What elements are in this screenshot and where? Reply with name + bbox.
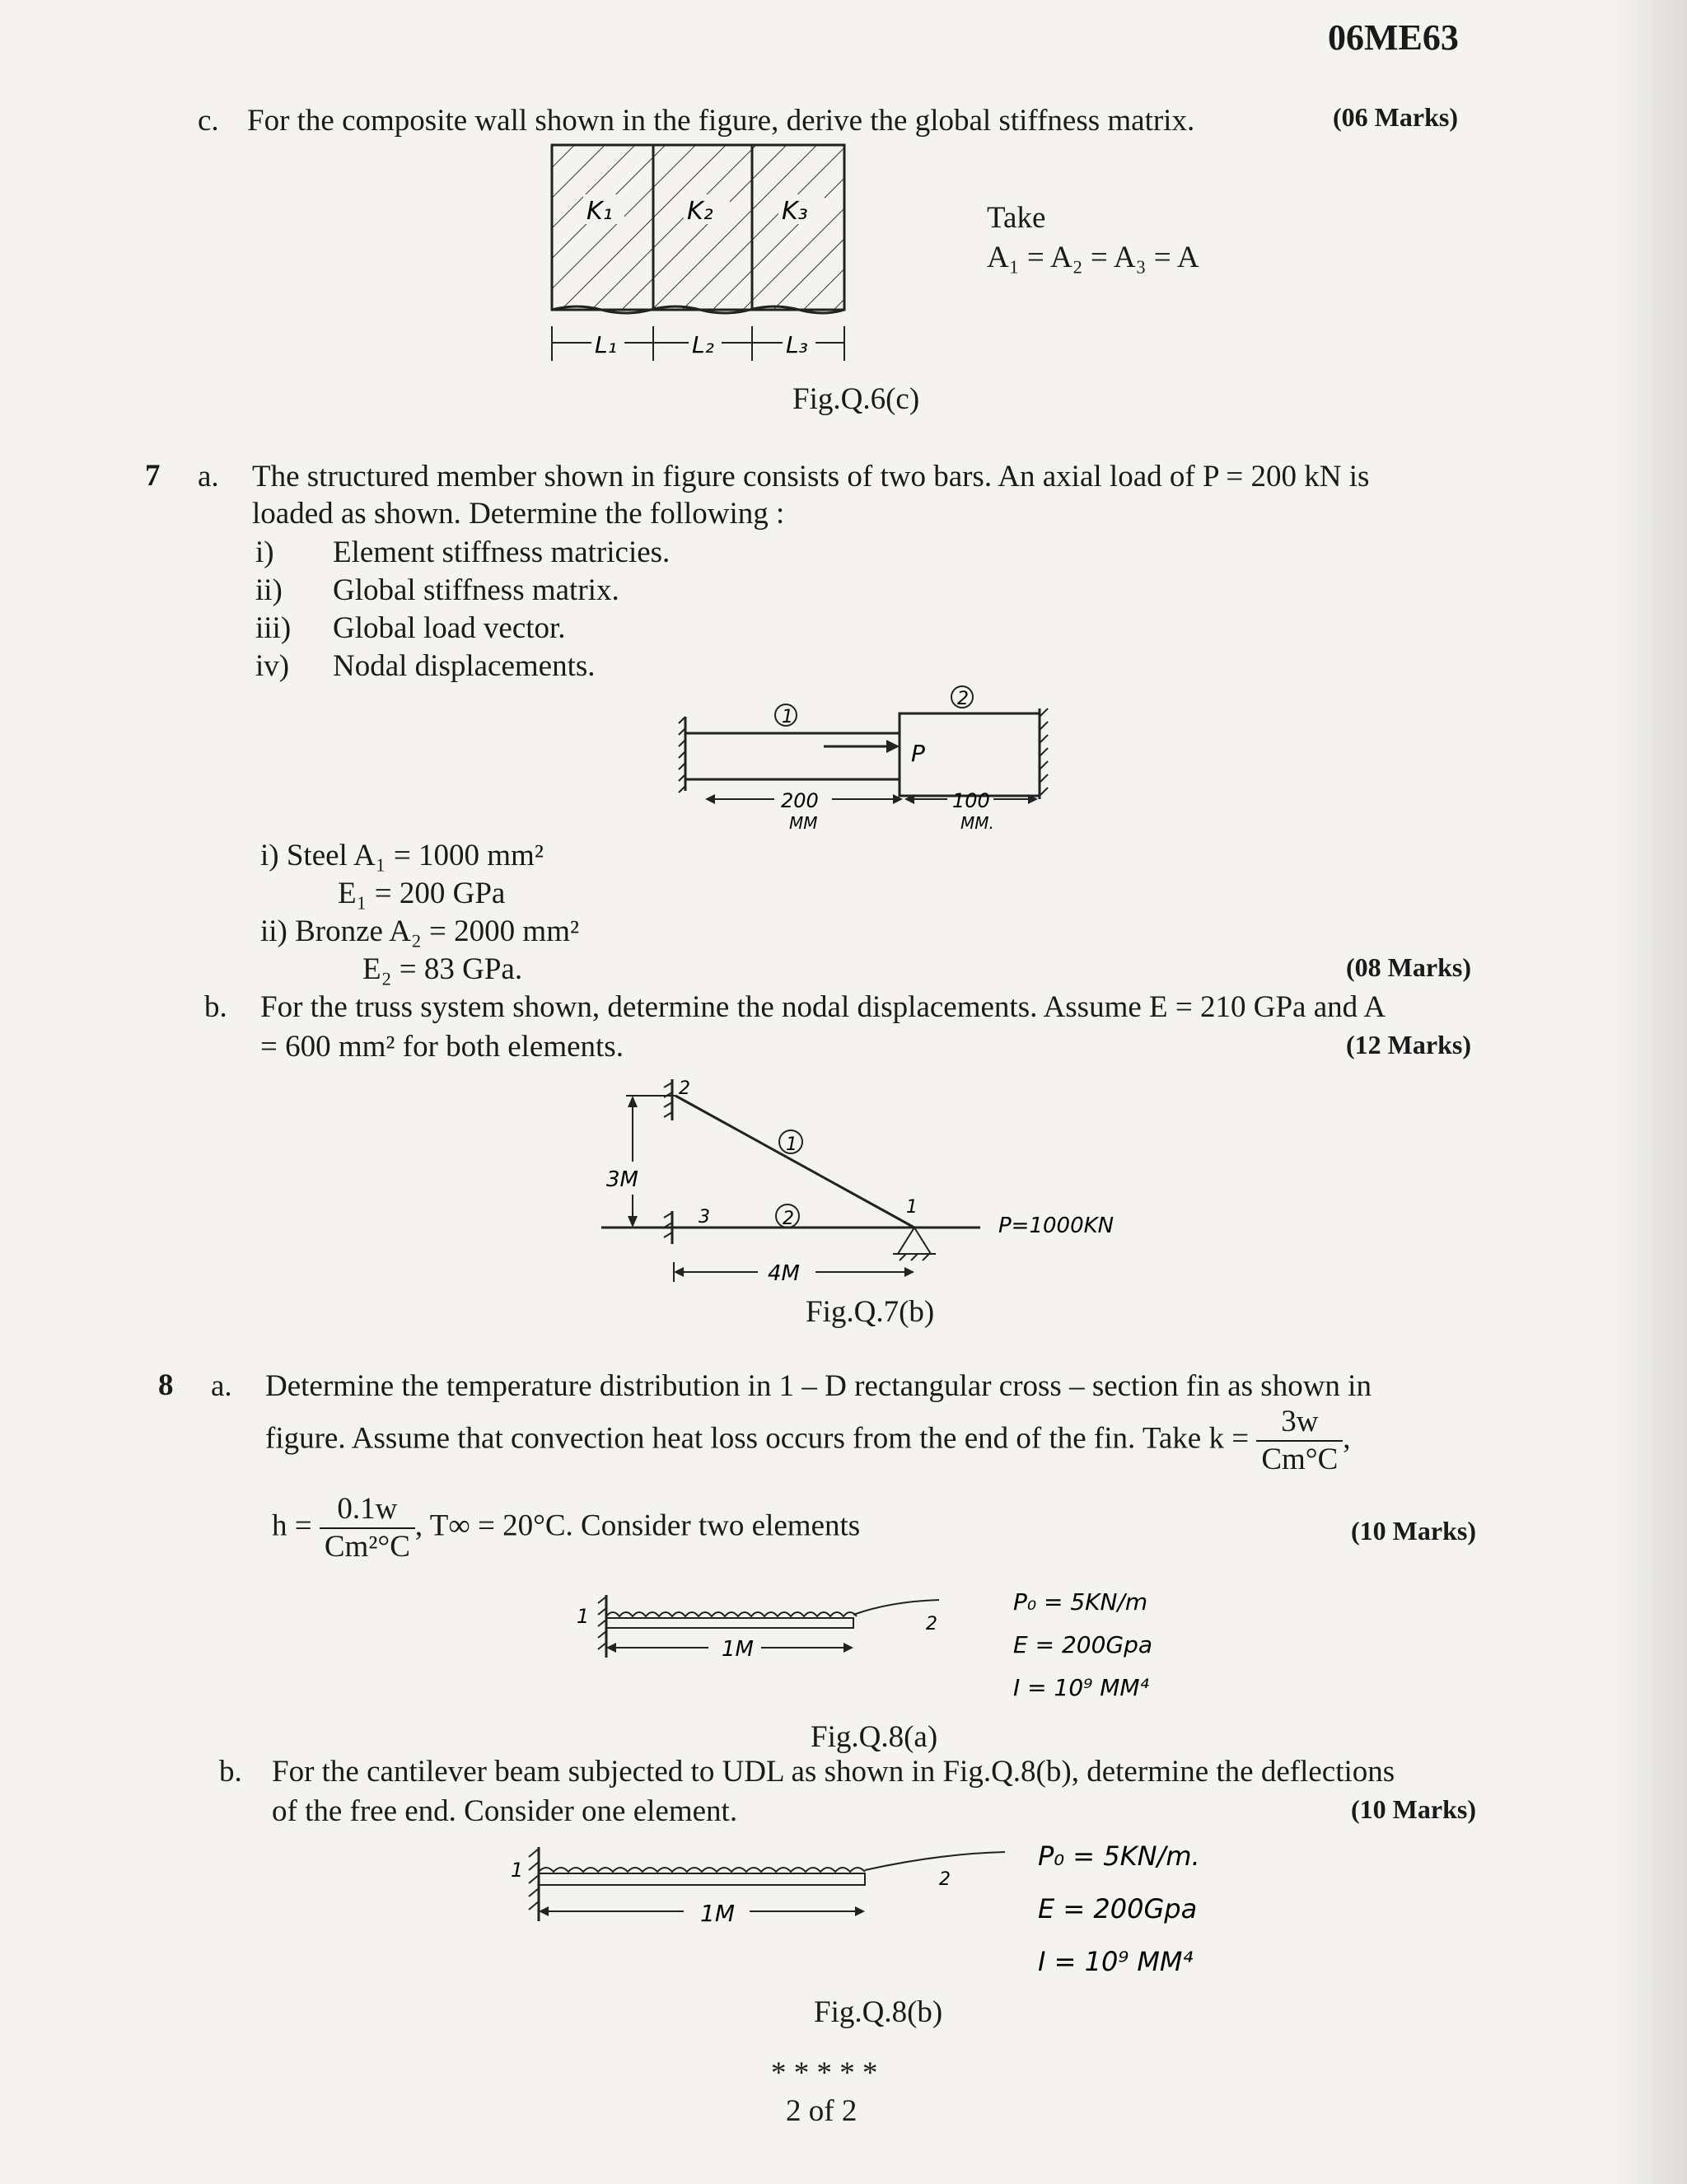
truss-width-label: 4M (768, 1261, 800, 1286)
q7a-line1: The structured member shown in figure consists of two bars. An axial load of P = 200 kN is (252, 460, 1370, 493)
len2-unit: MM. (960, 813, 994, 833)
bronze-area: ii) Bronze A₂ = 2000 mm² (260, 914, 580, 948)
steel-modulus: E₁ = 200 GPa (338, 877, 506, 910)
q8-number: 8 (158, 1368, 174, 1402)
q8a-caption: Fig.Q.8(a) (811, 1720, 938, 1754)
q7b-label: b. (204, 990, 227, 1024)
cantilever-bar (539, 1873, 865, 1885)
fig8a-node2-label: 2 (926, 1614, 937, 1634)
q6c-label: c. (198, 104, 219, 138)
truss-height-label: 3M (606, 1167, 638, 1192)
paper-code: 06ME63 (1328, 17, 1459, 58)
truss-elem1-label: 1 (786, 1134, 797, 1155)
q7a-line2: loaded as shown. Determine the following : (252, 497, 785, 531)
truss-elem2-label: 2 (783, 1209, 794, 1229)
q7b-line2: = 600 mm² for both elements. (260, 1030, 624, 1064)
cantilever-figure-b (511, 1831, 1269, 1987)
k3-label: K₃ (782, 197, 808, 226)
bar-1 (685, 733, 900, 779)
q8b-line2: of the free end. Consider one element. (272, 1794, 738, 1828)
q7a-item-num-3: iii) (255, 611, 292, 645)
q7b-caption: Fig.Q.7(b) (806, 1295, 935, 1329)
q8a-marks: (10 Marks) (1351, 1516, 1476, 1546)
truss-node2-label: 2 (679, 1078, 690, 1099)
bar1-node-label: 1 (782, 707, 793, 727)
page-number: 2 of 2 (786, 2094, 858, 2128)
fig8a-p0: P₀ = 5KN/m (1013, 1588, 1148, 1616)
steel-area: i) Steel A₁ = 1000 mm² (260, 839, 544, 872)
q7b-line1: For the truss system shown, determine the nodal displacements. Assume E = 210 GPa and A (260, 990, 1386, 1024)
q7b-marks: (12 Marks) (1346, 1030, 1471, 1059)
fig8a-node1-label: 1 (577, 1605, 590, 1628)
len2-label: 100 (952, 789, 990, 812)
q6c-text: For the composite wall shown in the figure, derive the global stiffness matrix. (247, 104, 1195, 138)
q7a-item-num-2: ii) (255, 573, 283, 607)
h-label: h = (272, 1508, 312, 1543)
fin-bar (606, 1618, 853, 1628)
q7a-item-text-4: Nodal displacements. (333, 649, 596, 683)
fig8a-length-label: 1M (722, 1637, 754, 1662)
q7a-item-num-1: i) (255, 535, 274, 569)
q8a-line3-rest: , T∞ = 20°C. Consider two elements (414, 1508, 861, 1543)
k-fraction (1256, 1404, 1343, 1478)
truss-figure (593, 1071, 1153, 1302)
k1-label: K₁ (586, 197, 613, 226)
fin-beam-figure-a (577, 1582, 1203, 1722)
udl-load-b (539, 1868, 865, 1872)
q8a-label: a. (211, 1369, 232, 1403)
q8b-label: b. (219, 1755, 242, 1789)
l2-label: L₂ (692, 331, 714, 358)
fig8b-p0: P₀ = 5KN/m. (1038, 1840, 1200, 1872)
bronze-modulus: E₂ = 83 GPa. (362, 952, 523, 986)
q6c-caption: Fig.Q.6(c) (792, 382, 920, 416)
q8a-line2: figure. Assume that convection heat loss occurs from the end of the fin. Take k = (265, 1421, 1250, 1456)
q7a-marks: (08 Marks) (1346, 952, 1471, 982)
q8a-line2-wrap: figure. Assume that convection heat loss occurs from the end of the fin. Take k = $\frac{3w}{Cm^\circ C}$ , (265, 1405, 1351, 1476)
fig8b-node1-label: 1 (511, 1859, 524, 1882)
fig8b-i: I = 10⁹ MM⁴ (1038, 1946, 1194, 1977)
fig8b-e: E = 200Gpa (1038, 1893, 1198, 1924)
q8b-line1: For the cantilever beam subjected to UDL as shown in Fig.Q.8(b), determine the deflections (272, 1755, 1395, 1789)
len1-unit: MM (789, 813, 818, 833)
q8a-line3-wrap (272, 1491, 860, 1565)
wall-block (552, 145, 844, 310)
h-numerator: 0.1w (320, 1491, 415, 1529)
q6c-marks: (06 Marks) (1333, 102, 1458, 132)
q8a-line1: Determine the temperature distribution in 1 – D rectangular cross – section fin as shown in (265, 1369, 1372, 1403)
h-denominator: Cm²°C (324, 1530, 410, 1564)
end-stars: * * * * * (771, 2056, 878, 2090)
q7a-item-num-4: iv) (255, 649, 290, 683)
truss-node3-label: 3 (699, 1207, 710, 1228)
bar2-node-label: 2 (957, 689, 969, 709)
q7-number: 7 (145, 459, 161, 493)
fig8a-i: I = 10⁹ MM⁴ (1013, 1674, 1149, 1701)
truss-node1-label: 1 (906, 1197, 918, 1218)
k-numerator: 3w (1256, 1404, 1343, 1442)
fig8b-length-label: 1M (700, 1900, 735, 1927)
len1-label: 200 (781, 789, 819, 812)
h-fraction (320, 1491, 415, 1565)
truss-load-label: P=1000KN (998, 1214, 1115, 1238)
load-p-label: P (911, 740, 925, 767)
q7a-item-text-1: Element stiffness matricies. (333, 535, 671, 569)
udl-load (606, 1612, 857, 1616)
q7a-item-text-2: Global stiffness matrix. (333, 573, 619, 607)
l3-label: L₃ (786, 331, 808, 358)
q6c-areas: A₁ = A₂ = A₃ = A (987, 241, 1199, 274)
fig8a-e: E = 200Gpa (1013, 1631, 1153, 1658)
l1-label: L₁ (595, 331, 617, 358)
fig8b-node2-label: 2 (939, 1869, 951, 1890)
two-bar-figure (675, 684, 1063, 832)
page-shadow (1613, 0, 1687, 2184)
q7a-label: a. (198, 460, 219, 493)
q6c-take: Take (987, 201, 1046, 235)
roller-support (898, 1228, 931, 1254)
composite-wall-figure (544, 145, 857, 367)
k2-label: K₂ (687, 197, 713, 226)
q8b-caption: Fig.Q.8(b) (814, 1995, 943, 2029)
q8b-marks: (10 Marks) (1351, 1794, 1476, 1824)
k-denominator: Cm°C (1261, 1443, 1339, 1476)
q7a-item-text-3: Global load vector. (333, 611, 566, 645)
